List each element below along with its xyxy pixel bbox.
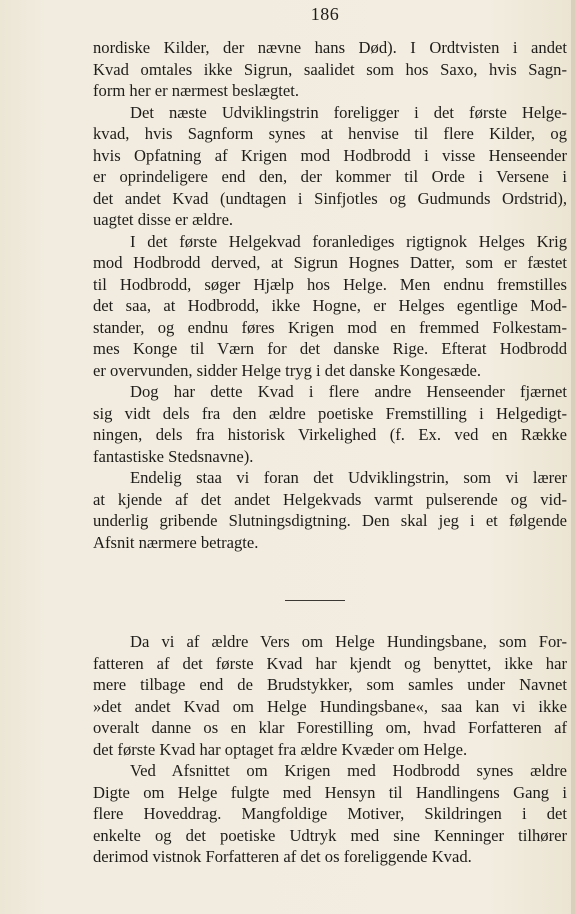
- text-line: Ved Afsnittet om Krigen med Hodbrodd synes ældre: [130, 761, 567, 780]
- text-line: det andet Kvad (undtagen i Sinfjotles og Gudmunds Ordstrid),: [93, 188, 567, 208]
- text-line: Afsnit nærmere betragte.: [93, 532, 259, 552]
- text-line: »det andet Kvad om Helge Hundingsbane«, saa kan vi ikke: [93, 696, 567, 716]
- text-line: nordiske Kilder, der nævne hans Død). I Ordtvisten i andet: [93, 38, 567, 57]
- text-line: derimod vistnok Forfatteren af det os foreliggende Kvad.: [93, 847, 472, 866]
- text-line: flere Hoveddrag. Mangfoldige Motiver, Skildringen i det: [93, 804, 567, 823]
- text-line: mod Hodbrodd derved, at Sigrun Hognes Datter, som er fæstet: [93, 253, 567, 272]
- text-line: Kvad omtales ikke Sigrun, saalidet som hos Saxo, hvis Sagn-: [93, 59, 567, 79]
- text-line: Endelig staa vi foran det Udviklingstrin, som vi lærer: [130, 468, 567, 487]
- text-line: Det næste Udviklingstrin foreligger i det første Helge-: [130, 102, 567, 122]
- text-line: ningen, dels fra historisk Virkelighed (f. Ex. ved en Række: [93, 425, 567, 444]
- text-line: mes Konge til Værn for det danske Rige. Efterat Hodbrodd: [93, 339, 567, 358]
- text-line: form her er nærmest beslægtet.: [93, 81, 299, 100]
- text-line: stander, og endnu føres Krigen mod en fremmed Folkestam-: [93, 317, 567, 337]
- text-line: det saa, at Hodbrodd, ikke Hogne, er Helges egentlige Mod-: [93, 296, 567, 315]
- text-line: uagtet disse er ældre.: [93, 210, 234, 229]
- text-line: at kjende af det andet Helgekvads varmt pulserende og vid-: [93, 489, 567, 509]
- page-edge: [571, 0, 575, 914]
- text-line: det første Kvad har optaget fra ældre Kvæder om Helge.: [93, 739, 468, 759]
- text-line: mere tilbage end de Brudstykker, som samles under Navnet: [93, 675, 567, 694]
- section-divider: [285, 600, 345, 601]
- text-line: hvis Opfatning af Krigen mod Hodbrodd i visse Henseender: [93, 145, 567, 165]
- text-line: enkelte og det poetiske Udtryk med sine Kenninger tilhører: [93, 825, 567, 845]
- page-number: 186: [310, 4, 340, 24]
- text-line: overalt danne os en klar Forestilling om, hvad Forfatteren af: [93, 718, 567, 737]
- text-line: underlig gribende Slutningsdigtning. Den skal jeg i et følgende: [93, 511, 567, 530]
- text-section-upper: [93, 37, 567, 553]
- text-line: I det første Helgekvad foranlediges rigtignok Helges Krig: [130, 231, 567, 251]
- text-line: fantastiske Stedsnavne).: [93, 446, 254, 466]
- text-line: fatteren af det første Kvad har kjendt og benyttet, ikke har: [93, 653, 567, 673]
- text-line: kvad, hvis Sagnform synes at henvise til flere Kilder, og: [93, 124, 567, 143]
- text-line: Digte om Helge fulgte med Hensyn til Handlingens Gang i: [93, 782, 567, 802]
- text-line: er oprindeligere end den, der kommer til Orde i Versene i: [93, 167, 567, 186]
- text-line: sig vidt dels fra den ældre poetiske Fremstilling i Helgedigt-: [93, 403, 567, 423]
- text-line: til Hodbrodd, søger Hjælp hos Helge. Men endnu fremstilles: [93, 274, 567, 294]
- text-line: Da vi af ældre Vers om Helge Hundingsbane, som For-: [130, 632, 567, 651]
- text-section-lower: [93, 631, 567, 868]
- text-line: er overvunden, sidder Helge tryg i det danske Kongesæde.: [93, 360, 482, 380]
- text-line: Dog har dette Kvad i flere andre Henseender fjærnet: [130, 382, 567, 401]
